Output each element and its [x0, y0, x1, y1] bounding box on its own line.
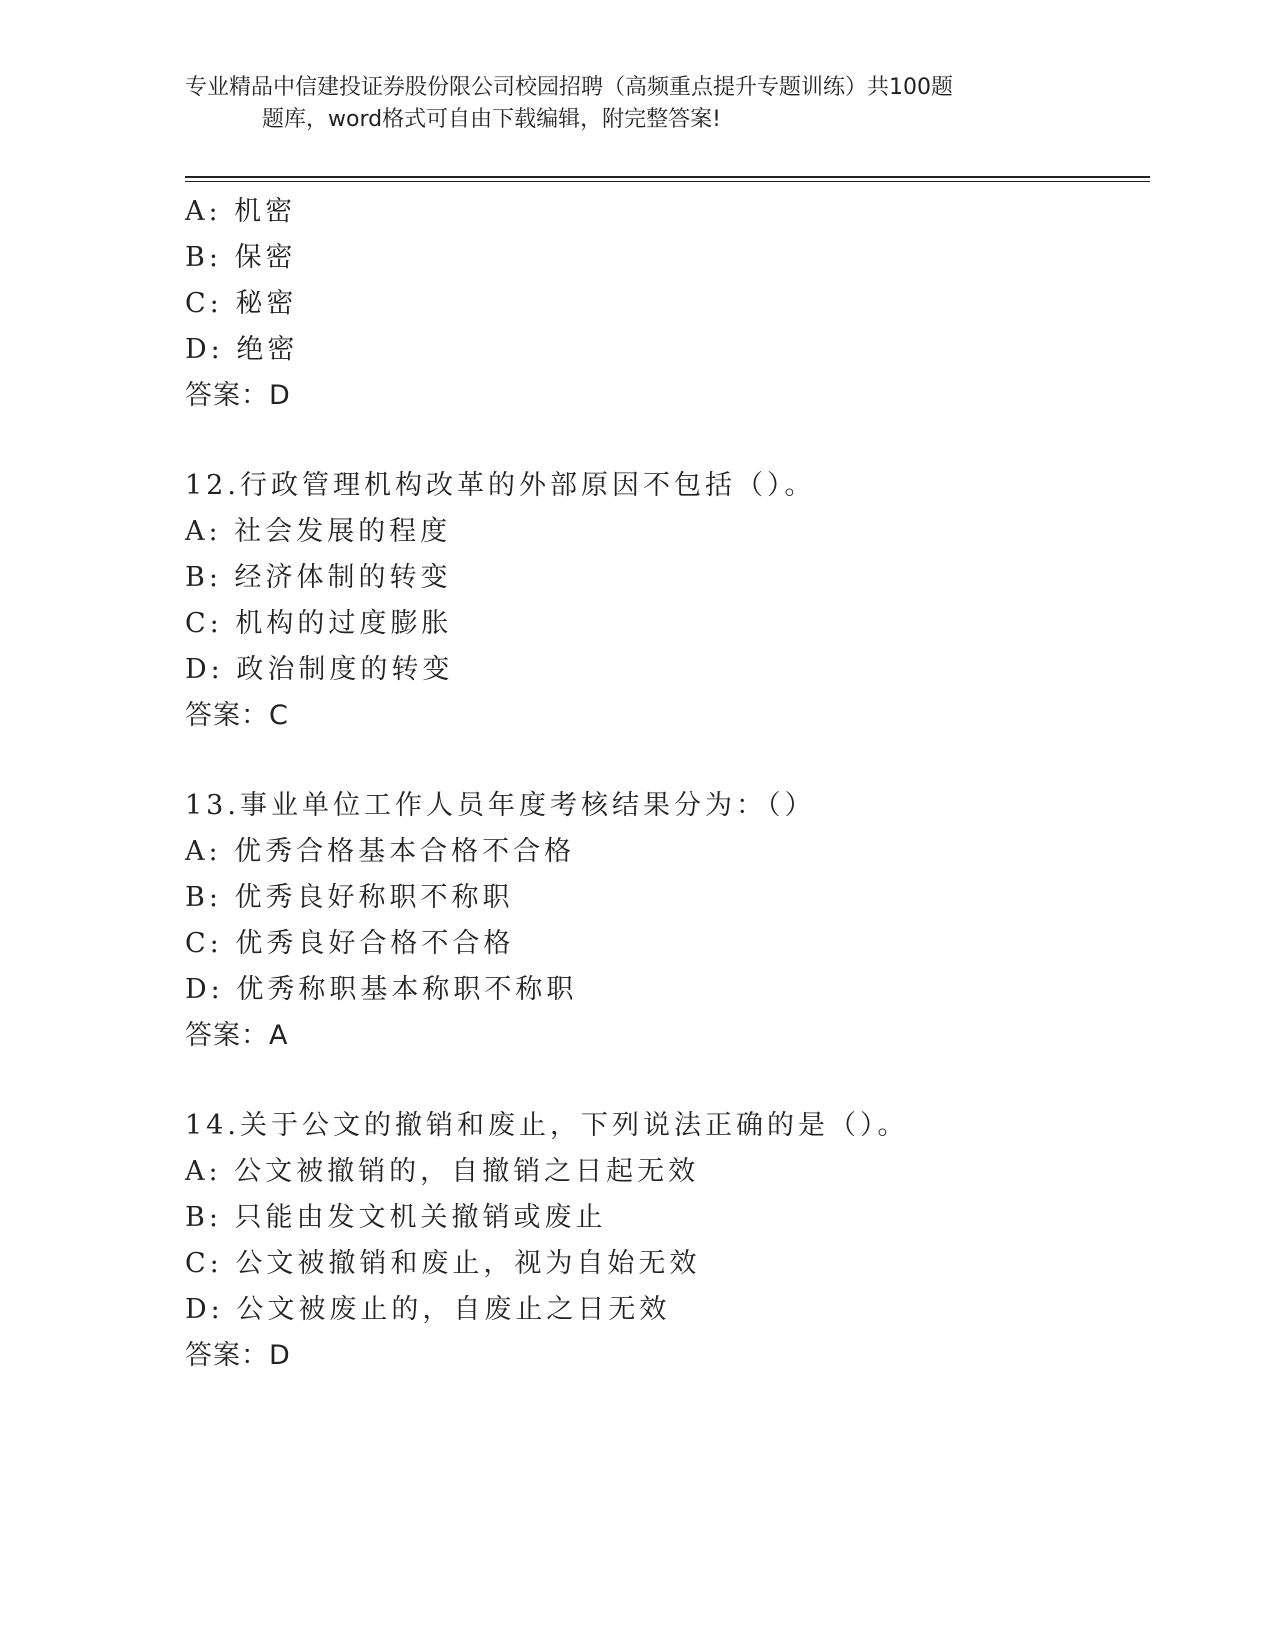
option-b: B: 优秀良好称职不称职 [185, 882, 514, 913]
header-line-2: 题库，word格式可自由下载编辑，附完整答案! [262, 107, 721, 132]
spacer [185, 1059, 1145, 1103]
question-11 [185, 189, 1145, 419]
answer: 答案：D [185, 380, 291, 411]
option-b: B: 只能由发文机关撤销或废止 [185, 1202, 607, 1233]
question-14 [185, 1103, 1145, 1379]
option-a: A: 公文被撤销的，自撤销之日起无效 [185, 1156, 700, 1187]
question-text: 12.行政管理机构改革的外部原因不包括（）。 [185, 470, 816, 501]
option-c: C: 机构的过度膨胀 [185, 608, 453, 639]
answer: 答案：D [185, 1340, 291, 1371]
document-body [185, 189, 1145, 1379]
option-b: B: 保密 [185, 242, 297, 273]
option-d: D: 优秀称职基本称职不称职 [185, 974, 578, 1005]
header-rule-thick [185, 176, 1150, 178]
option-a: A: 机密 [185, 196, 297, 227]
spacer [185, 419, 1145, 463]
option-d: D: 政治制度的转变 [185, 654, 454, 685]
answer: 答案：A [185, 1020, 289, 1051]
header-rule-thin [185, 181, 1150, 182]
option-a: A: 社会发展的程度 [185, 516, 452, 547]
option-d: D: 公文被废止的，自废止之日无效 [185, 1294, 671, 1325]
option-a: A: 优秀合格基本合格不合格 [185, 836, 576, 867]
header-line-1: 专业精品中信建投证券股份限公司校园招聘（高频重点提升专题训练）共100题 [185, 75, 953, 100]
question-text: 14.关于公文的撤销和废止，下列说法正确的是（）。 [185, 1110, 909, 1141]
question-13 [185, 783, 1145, 1059]
option-c: C: 秘密 [185, 288, 298, 319]
option-c: C: 优秀良好合格不合格 [185, 928, 515, 959]
spacer [185, 739, 1145, 783]
question-12 [185, 463, 1145, 739]
option-c: C: 公文被撤销和废止，视为自始无效 [185, 1248, 701, 1279]
question-text: 13.事业单位工作人员年度考核结果分为：（） [185, 790, 816, 821]
option-d: D: 绝密 [185, 334, 299, 365]
document-header [185, 72, 1085, 136]
option-b: B: 经济体制的转变 [185, 562, 452, 593]
answer: 答案：C [185, 700, 289, 731]
